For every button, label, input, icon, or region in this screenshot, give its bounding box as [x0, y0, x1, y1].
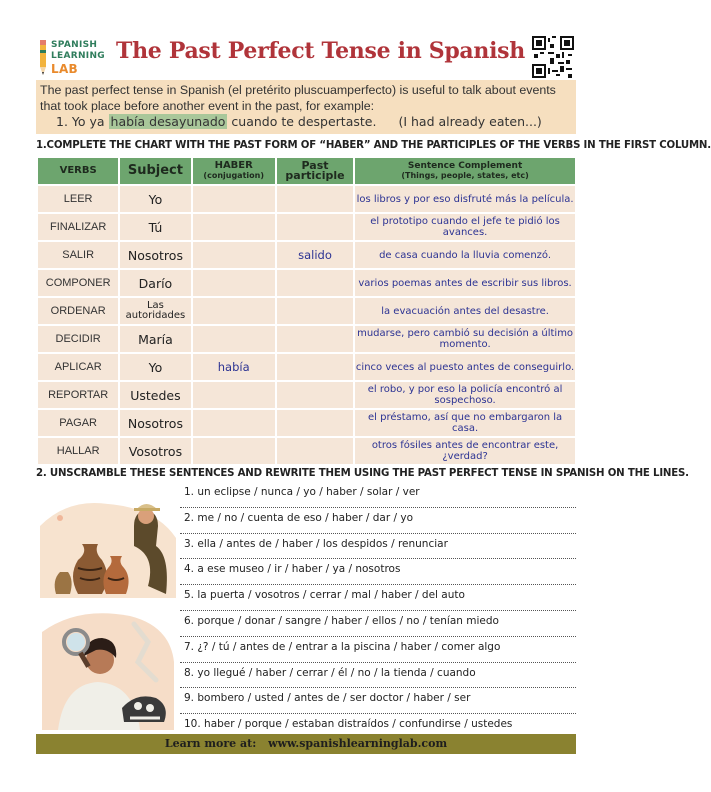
exercise-line[interactable] [180, 663, 576, 689]
subject-cell: Ustedes [120, 382, 190, 408]
participle-input-cell[interactable] [277, 382, 353, 408]
example-highlight: había desayunado [110, 114, 226, 129]
example-sentence [56, 114, 542, 129]
exercise-prompt: 6. porque / donar / sangre / haber / ellos / no / tenían miedo [184, 614, 499, 627]
verb-cell: ORDENAR [38, 298, 118, 324]
unscramble-exercise-list [180, 482, 576, 740]
subject-cell: Yo [120, 354, 190, 380]
verb-cell: DECIDIR [38, 326, 118, 352]
subject-cell: María [120, 326, 190, 352]
exercise-line[interactable] [180, 534, 576, 560]
archaeologist-vases-illustration [38, 486, 178, 598]
exercise-line[interactable] [180, 637, 576, 663]
participle-input-cell[interactable] [277, 298, 353, 324]
logo-line-1: SPANISH [51, 40, 98, 50]
footer-bar [36, 734, 576, 754]
complement-cell: mudarse, pero cambió su decisión a último momento. [357, 328, 574, 350]
subject-cell: Darío [120, 270, 190, 296]
participle-input-cell[interactable]: salido [277, 242, 353, 268]
table-row [38, 382, 575, 408]
example-translation: (I had already eaten...) [398, 114, 542, 129]
footer-label: Learn more at: [164, 737, 257, 750]
haber-input-cell[interactable]: había [193, 354, 275, 380]
table-row [38, 326, 575, 352]
complement-cell: el prototipo cuando el jefe te pidió los avances. [355, 214, 575, 240]
verb-chart [36, 156, 577, 466]
subject-cell: Tú [120, 214, 190, 240]
complement-cell: el robo, y por eso la policía encontró al sospechoso. [355, 382, 575, 408]
subject-cell: Vosotros [120, 438, 190, 464]
exercise-prompt: 7. ¿? / tú / antes de / entrar a la piscina / haber / comer algo [184, 640, 501, 653]
example-suffix: cuando te despertaste. [227, 114, 377, 129]
pencil-icon [38, 40, 48, 76]
haber-input-cell[interactable] [193, 438, 275, 464]
exercise-prompt: 9. bombero / usted / antes de / ser doctor / haber / ser [184, 692, 471, 705]
section-1-heading: 1.COMPLETE THE CHART WITH THE PAST FORM OF “HABER” AND THE PARTICIPLES OF THE VERBS IN THE FIRST COLUMN. [36, 140, 711, 151]
col-haber-sub: (conjugation) [203, 171, 264, 180]
logo-line-2: LEARNING [51, 51, 105, 61]
intro-text: The past perfect tense in Spanish (el pretérito pluscuamperfecto) is useful to talk about events that took place before another event in the past, for example: [40, 83, 556, 113]
spanish-learning-lab-logo [38, 38, 106, 78]
intro-box [36, 80, 576, 134]
col-subject: Subject [120, 158, 190, 184]
complement-cell: el préstamo, así que no embargaron la casa. [355, 410, 575, 436]
archaeologist-magnifier-illustration [38, 602, 178, 730]
exercise-prompt: 8. yo llegué / haber / cerrar / él / no / la tienda / cuando [184, 666, 476, 679]
exercise-prompt: 2. me / no / cuenta de eso / haber / dar / yo [184, 511, 414, 524]
exercise-prompt: 3. ella / antes de / haber / los despidos / renunciar [184, 537, 448, 550]
exercise-prompt: 10. haber / porque / estaban distraídos / confundirse / ustedes [184, 718, 513, 731]
subject-cell: Nosotros [120, 410, 190, 436]
exercise-line[interactable] [180, 482, 576, 508]
col-haber: HABER (conjugation) [193, 158, 275, 184]
participle-input-cell[interactable] [277, 354, 353, 380]
qr-code-icon[interactable] [532, 36, 574, 78]
col-complement-sub: (Things, people, states, etc) [401, 171, 529, 180]
logo-line-3: LAB [51, 62, 78, 76]
example-prefix: 1. Yo ya [56, 114, 109, 129]
exercise-prompt: 5. la puerta / vosotros / cerrar / mal / haber / del auto [184, 589, 465, 602]
complement-cell: otros fósiles antes de encontrar este, ¿verdad? [355, 438, 575, 464]
subject-cell: Nosotros [120, 242, 190, 268]
subject-cell: Yo [120, 186, 190, 212]
subject-cell: Las autoridades [120, 298, 190, 324]
verb-cell: SALIR [38, 242, 118, 268]
col-participle-line2: participle [285, 169, 345, 182]
haber-input-cell[interactable] [193, 382, 275, 408]
col-participle: Past participle [277, 158, 353, 184]
participle-input-cell[interactable] [277, 270, 353, 296]
footer-link[interactable]: www.spanishlearninglab.com [268, 737, 448, 750]
exercise-line[interactable] [180, 585, 576, 611]
table-row [38, 410, 575, 436]
col-verbs: VERBS [38, 158, 118, 184]
haber-input-cell[interactable] [193, 298, 275, 324]
participle-input-cell[interactable] [277, 326, 353, 352]
exercise-prompt: 4. a ese museo / ir / haber / ya / nosotros [184, 563, 401, 576]
exercise-prompt: 1. un eclipse / nunca / yo / haber / solar / ver [184, 486, 420, 498]
table-row [38, 214, 575, 240]
verb-cell: COMPONER [38, 270, 118, 296]
haber-input-cell[interactable] [193, 410, 275, 436]
exercise-line[interactable] [180, 559, 576, 585]
verb-cell: PAGAR [38, 410, 118, 436]
section-2-heading: 2. UNSCRAMBLE THESE SENTENCES AND REWRITE THEM USING THE PAST PERFECT TENSE IN SPANISH ON THE LINES. [36, 468, 689, 479]
exercise-line[interactable] [180, 508, 576, 534]
complement-cell: cinco veces al puesto antes de conseguirlo. [355, 354, 575, 380]
table-row [38, 438, 575, 464]
col-complement: Sentence Complement (Things, people, states, etc) [355, 158, 575, 184]
table-row [38, 298, 575, 324]
haber-input-cell[interactable] [193, 270, 275, 296]
verb-cell: HALLAR [38, 438, 118, 464]
haber-input-cell[interactable] [193, 214, 275, 240]
participle-input-cell[interactable] [277, 438, 353, 464]
complement-cell: varios poemas antes de escribir sus libros. [355, 270, 575, 296]
exercise-line[interactable] [180, 611, 576, 637]
haber-input-cell[interactable] [193, 186, 275, 212]
haber-input-cell[interactable] [193, 242, 275, 268]
table-row [38, 242, 575, 268]
participle-input-cell[interactable] [277, 410, 353, 436]
verb-cell: APLICAR [38, 354, 118, 380]
participle-input-cell[interactable] [277, 214, 353, 240]
verb-cell: LEER [38, 186, 118, 212]
page-title: The Past Perfect Tense in Spanish [116, 38, 525, 64]
verb-cell: FINALIZAR [38, 214, 118, 240]
complement-cell: los libros y por eso disfruté más la película. [355, 186, 575, 212]
complement-cell: la evacuación antes del desastre. [355, 298, 575, 324]
exercise-line[interactable] [180, 688, 576, 714]
verb-cell: REPORTAR [38, 382, 118, 408]
complement-cell: de casa cuando la lluvia comenzó. [355, 242, 575, 268]
table-row [38, 186, 575, 212]
participle-input-cell[interactable] [277, 186, 353, 212]
haber-input-cell[interactable] [193, 326, 275, 352]
table-row [38, 270, 575, 296]
table-row [38, 354, 575, 380]
